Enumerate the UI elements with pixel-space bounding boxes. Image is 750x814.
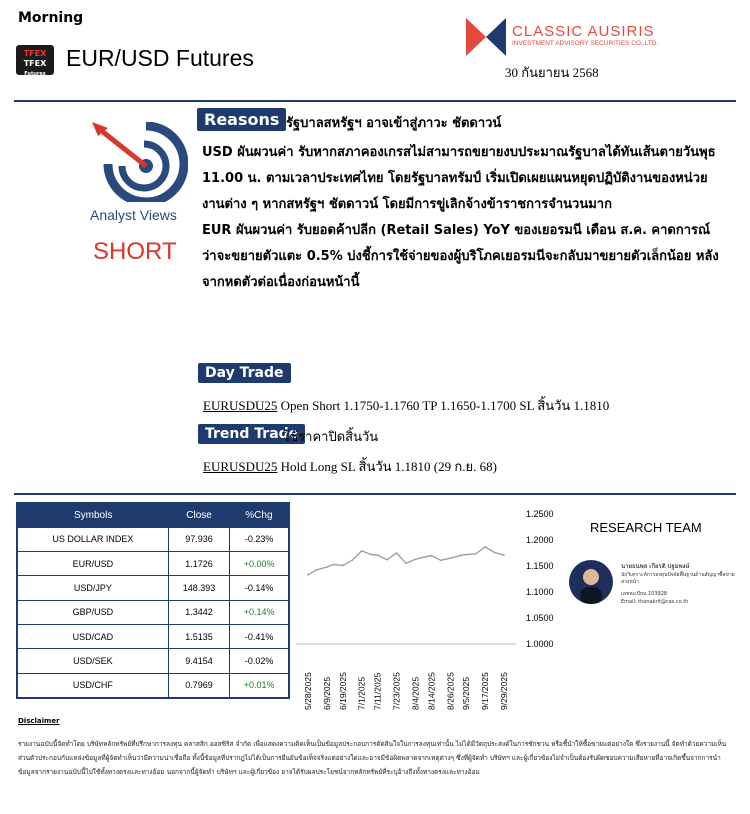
brand-subtitle: INVESTMENT ADVISORY SECURITIES CO.,LTD. (512, 40, 659, 47)
analyst-license: เลขทะเบียน 103928 (621, 591, 668, 597)
column-header: Close (168, 503, 230, 527)
data-point (503, 554, 505, 556)
table-cell: +0.00% (230, 551, 289, 575)
day-trade-symbol: EURUSDU25 (203, 398, 278, 413)
x-tick-label: 8/14/2025 (426, 672, 437, 710)
data-point (386, 559, 388, 561)
table-row (17, 527, 289, 551)
x-tick-label: 7/23/2025 (391, 672, 402, 710)
page-title: EUR/USD Futures (66, 45, 254, 71)
x-tick-label: 7/1/2025 (356, 676, 367, 710)
x-tick-label: 9/29/2025 (499, 672, 509, 710)
y-tick-label: 1.1000 (526, 587, 554, 597)
data-point (307, 574, 309, 576)
table-cell: -0.41% (230, 625, 289, 649)
brand-name: CLASSIC AUSIRIS (512, 23, 655, 40)
position-label: SHORT (93, 238, 177, 265)
data-point (465, 554, 467, 556)
data-point (315, 569, 317, 571)
table-cell: +0.14% (230, 600, 289, 624)
day-trade-line (203, 395, 609, 416)
disclaimer-title: Disclaimer (18, 717, 60, 725)
table-cell: 9.4154 (168, 649, 230, 673)
table-cell: USD/CAD (17, 625, 168, 649)
data-point (475, 553, 477, 555)
table-row (17, 649, 289, 673)
table-cell: GBP/USD (17, 600, 168, 624)
market-table (16, 502, 290, 699)
price-chart (294, 506, 564, 716)
trend-trade-line (203, 456, 497, 477)
x-tick-label: 5/28/2025 (303, 672, 313, 710)
table-row (17, 673, 289, 697)
analyst-role: นักวิเคราะห์การลงทุนปัจจัยพื้นฐานด้านสัญญาซื้อขายล่วงหน้า (621, 572, 735, 585)
table-row (17, 551, 289, 575)
table-cell: 97.936 (168, 527, 230, 551)
data-point (421, 557, 423, 559)
table-cell: 1.5135 (168, 625, 230, 649)
data-point (342, 565, 344, 567)
y-tick-label: 1.1500 (526, 561, 554, 571)
analyst-name: นายธนพล เกียรติ ปฐมพงษ์ (621, 563, 690, 570)
reason-paragraph-eur: EUR ผันผวนค่า รับยอดค้าปลีก (Retail Sales) YoY ของเยอรมนี เดือน ส.ค. คาดการณ์ว่าจะขยายตัวแตะ 0.5% บ่งชี้การใช้จ่ายของผู้บริโภคเยอรมนีจะกลับมาขยายตัวเล็กน้อย หลังจากหดตัวต่อเนื่องก่อนหน้านี้ (202, 223, 719, 290)
data-point (494, 552, 496, 554)
table-cell: -0.14% (230, 576, 289, 600)
column-header: %Chg (230, 503, 289, 527)
data-point (377, 554, 379, 556)
analyst-email: Email: thanakrit@cas.co.th (621, 599, 689, 605)
table-cell: +0.01% (230, 673, 289, 697)
reasons-body (202, 140, 722, 296)
table-cell: 148.393 (168, 576, 230, 600)
data-point (332, 564, 334, 566)
y-tick-label: 1.2500 (526, 509, 554, 519)
data-point (326, 566, 328, 568)
table-cell: USD/SEK (17, 649, 168, 673)
y-tick-label: 1.2000 (526, 535, 554, 545)
data-point (484, 546, 486, 548)
data-point (415, 558, 417, 560)
trend-trade-symbol: EURUSDU25 (203, 459, 278, 474)
table-row (17, 576, 289, 600)
avatar (569, 560, 613, 604)
x-tick-label: 9/17/2025 (480, 672, 491, 710)
data-point (440, 559, 442, 561)
trend-trade-tag: Trend Trade (198, 424, 305, 444)
session-label: Morning (18, 10, 84, 26)
table-cell: EUR/USD (17, 551, 168, 575)
reasons-headline: รัฐบาลสหรัฐฯ อาจเข้าสู่ภาวะ ชัตดาวน์ (286, 116, 502, 131)
x-tick-label: 9/5/2025 (461, 676, 472, 710)
x-tick-label: 6/19/2025 (337, 672, 348, 710)
x-tick-label: 8/4/2025 (410, 676, 421, 710)
table-cell: 1.1726 (168, 551, 230, 575)
table-cell: 1.3442 (168, 600, 230, 624)
report-date: 30 กันยายน 2568 (505, 65, 599, 80)
x-tick-label: 7/11/2025 (372, 672, 383, 710)
y-tick-label: 1.0500 (526, 613, 554, 623)
data-point (430, 555, 432, 557)
table-row (17, 625, 289, 649)
header-divider (14, 100, 736, 102)
day-trade-text: Open Short 1.1750-1.1760 TP 1.1650-1.1700 SL สิ้นวัน 1.1810 (277, 398, 610, 413)
table-cell: 0.7969 (168, 673, 230, 697)
analyst-views-label: Analyst Views (90, 207, 177, 223)
day-trade-tag: Day Trade (198, 363, 291, 383)
data-point (370, 554, 372, 556)
disclaimer-text: รายงานฉบับนี้จัดทำโดย บริษัทหลักทรัพย์ที่ปรึกษาการลงทุน คลาสสิก ออสซิริส จำกัด เพื่อแสดงความคิดเห็นเป็นข้อมูลประกอบการตัดสินใจในการลงทุนเท่านั้น ไม่ได้มีวัตถุประสงค์ในการชักชวน หรือชี้นำให้ซื้อขายแต่อย่างใด ซึ่งรายงานนี้ จัดทำด้วยความเห็นส่วนตัวประกอบกับแหล่งข้อมูลที่ผู้จัดทำเห็นว่ามีความน่าเชื่อถือ ทั้งนี้ข้อมูลที่ปรากฏไม่ได้เป็นการยืนยันข้อเท็จจริงแต่อย่างใดและอาจมีข้อผิดพลาดจากเหตุต่างๆ ซึ่งที่ผู้จัดทำ บริษัทฯ และผู้เกี่ยวข้องไม่จำเป็นต้องรับผิดชอบความเสียหายที่อาจเกิดขึ้นจากการนำข้อมูลจากรายงานฉบับนี้ไปใช้ทั้งทางตรงและทางอ้อม นอกจากนี้ผู้จัดทำ บริษัทฯ และผู้เกี่ยวข้อง อาจได้รับผลประโยชน์จากหลักทรัพย์ที่ระบุอ้างถึงทั้งทางตรงและทางอ้อม (18, 740, 727, 776)
brand-logo-icon (466, 18, 506, 56)
reason-paragraph-usd: USD ผันผวนค่า รับหากสภาคองเกรสไม่สามารถขยายงบประมาณรัฐบาลได้ทันเส้นตายวันพุธ 11.00 น. ตามเวลาประเทศไทย โดยรัฐบาลทรัมป์ เริ่มเปิดเผยแผนหยุดปฏิบัติงานของหน่วยงานต่าง ๆ หากสหรัฐฯ ชัตดาวน์ โดยมีการขู่เลิกจ้างข้าราชการจำนวนมาก (202, 145, 716, 212)
table-cell: USD/JPY (17, 576, 168, 600)
table-header-row (17, 503, 289, 527)
data-point (405, 563, 407, 565)
x-tick-label: 6/9/2025 (321, 676, 332, 710)
data-point (449, 557, 451, 559)
research-team-title: RESEARCH TEAM (590, 520, 702, 535)
trend-trade-note: ใช้ราคาปิดสิ้นวัน (283, 429, 379, 444)
target-arrow-icon (88, 122, 188, 202)
data-point (396, 552, 398, 554)
trend-trade-text: Hold Long SL สิ้นวัน 1.1810 (29 ก.ย. 68) (277, 459, 497, 474)
table-cell: USD/CHF (17, 673, 168, 697)
data-point (361, 550, 363, 552)
table-cell: -0.23% (230, 527, 289, 551)
x-tick-label: 8/26/2025 (445, 672, 456, 710)
data-point (351, 559, 353, 561)
section-divider (14, 493, 736, 495)
y-tick-label: 1.0000 (526, 639, 554, 649)
column-header: Symbols (17, 503, 168, 527)
series-line (308, 547, 504, 575)
table-cell: -0.02% (230, 649, 289, 673)
tfex-logo: TFEX TFEX Futures (16, 45, 54, 75)
table-row (17, 600, 289, 624)
table-cell: US DOLLAR INDEX (17, 527, 168, 551)
reasons-tag: Reasons (197, 108, 286, 131)
data-point (459, 555, 461, 557)
